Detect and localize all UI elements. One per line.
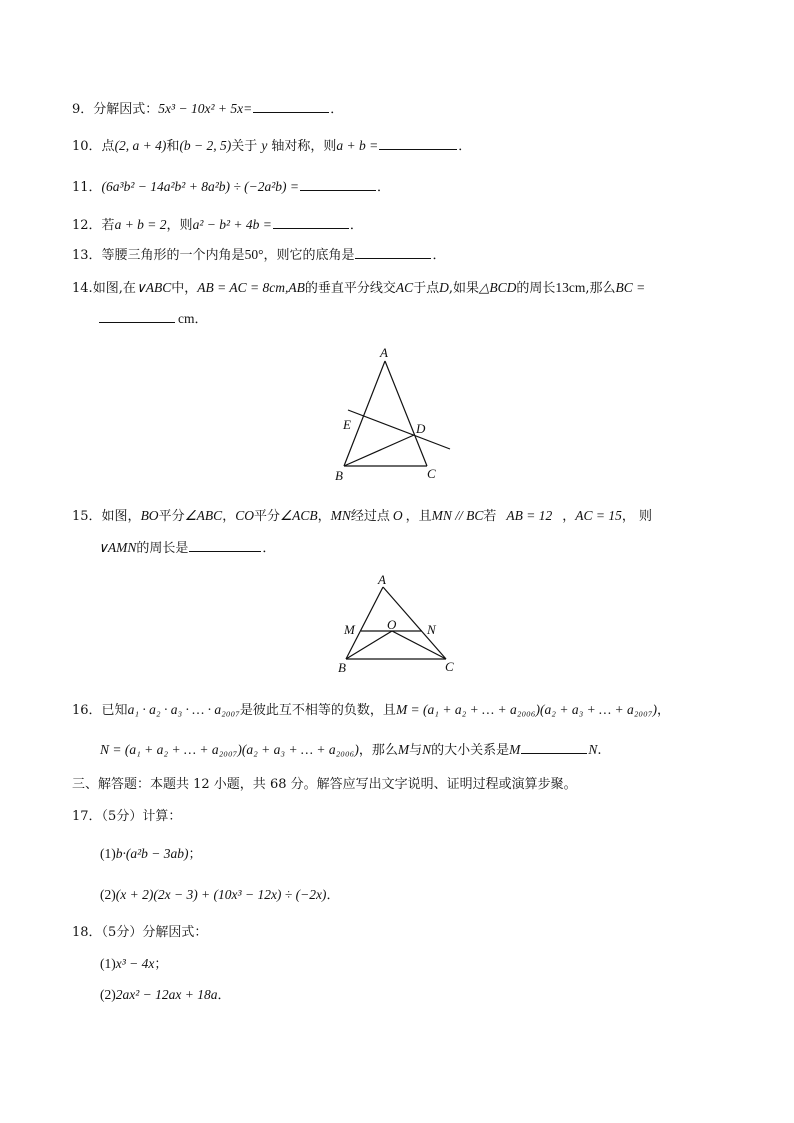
text: ,如果 <box>448 281 479 296</box>
segment: CO <box>235 508 254 523</box>
expression: 2ax² − 12ax + 18a <box>115 987 218 1002</box>
angle: ∠ABC <box>184 508 223 523</box>
problem-number: 15． <box>72 509 102 524</box>
part-label: (1) <box>100 956 116 971</box>
text: 若 <box>101 218 115 233</box>
perimeter: 13cm <box>555 280 586 295</box>
text: ，则 <box>166 218 193 233</box>
answer-blank[interactable] <box>355 246 431 259</box>
label-O: O <box>387 617 397 632</box>
problem-number: 14. <box>72 281 93 296</box>
point-2: (b − 2, 5) <box>179 138 232 153</box>
expression: 5x³ − 10x² + 5x= <box>158 101 253 116</box>
expression: a² − b² + 4b = <box>192 217 272 232</box>
problem-14 <box>72 279 645 298</box>
text: ， <box>562 509 576 524</box>
expression: (6a³b² − 14a²b² + 8a²b) ÷ (−2a²b) = <box>101 179 300 194</box>
label-C: C <box>445 659 454 674</box>
text: 的周长是 <box>136 541 189 556</box>
figure-triangle-angle-bisectors <box>335 570 465 680</box>
condition: a + b = 2 <box>114 217 167 232</box>
answer-blank[interactable] <box>300 178 376 191</box>
text: ， 则 <box>621 509 653 524</box>
problem-number: 10． <box>72 139 102 154</box>
point-1: (2, a + 4) <box>114 138 167 153</box>
problem-number: 12． <box>72 218 102 233</box>
text: 经过点 <box>350 509 390 524</box>
punctuation: ． <box>432 248 446 263</box>
text: 等腰三角形的一个内角是 <box>101 248 245 263</box>
var-m: M <box>397 742 410 757</box>
score: （5分） <box>101 925 143 940</box>
figure-triangle-perpendicular-bisector <box>330 343 470 483</box>
section-heading <box>72 776 577 794</box>
point: O <box>392 508 403 523</box>
punctuation: ． <box>330 102 344 117</box>
punctuation: ． <box>349 218 363 233</box>
text: ， <box>657 703 671 718</box>
text: 中， <box>171 281 198 296</box>
problem-13 <box>72 246 446 265</box>
problem-number: 17． <box>72 809 102 824</box>
axis: y <box>261 138 268 153</box>
punctuation: ； <box>154 957 168 972</box>
expression: a + b = <box>336 138 379 153</box>
problem-number: 16． <box>72 703 102 718</box>
var-m: M <box>509 742 521 757</box>
label-B: B <box>335 468 343 483</box>
label-A: A <box>378 572 386 587</box>
length-ab: AB = 12 <box>506 508 553 523</box>
part-label: (1) <box>100 846 116 861</box>
text: 的垂直平分线交 <box>304 281 396 296</box>
problem-17 <box>72 808 181 826</box>
triangle: ∨AMN <box>98 540 137 555</box>
text: 是彼此互不相等的负数，且 <box>239 703 396 718</box>
point: D <box>439 280 449 295</box>
problem-15 <box>72 507 652 526</box>
problem-number: 9． <box>72 102 94 117</box>
problem-12 <box>72 216 363 235</box>
triangle: △BCD <box>479 280 517 295</box>
problem-14-answer <box>98 310 208 329</box>
section-title: 三、解答题：本题共 12 小题，共 68 分。解答应写出文字说明、证明过程或演算步聚。 <box>72 777 577 792</box>
answer-blank[interactable] <box>521 741 587 754</box>
punctuation: ． <box>458 139 472 154</box>
problem-18-part1 <box>100 955 167 974</box>
problem-9 <box>72 100 343 119</box>
problem-number: 13． <box>72 248 102 263</box>
text: 已知 <box>101 703 128 718</box>
text: ，且 <box>405 509 432 524</box>
label-A: A <box>380 345 388 360</box>
parallel: MN // BC <box>431 508 484 523</box>
answer-blank[interactable] <box>99 310 175 323</box>
text: 平分 <box>253 509 280 524</box>
text: 如图， <box>101 509 141 524</box>
problem-number: 11． <box>72 180 102 195</box>
text: 的大小关系是 <box>431 743 510 758</box>
equation: AB = AC = 8cm,AB <box>197 280 305 295</box>
part-label: (2) <box>100 887 116 902</box>
text: 若 <box>483 509 497 524</box>
label-B: B <box>338 660 346 675</box>
expression: (x + 2)(2x − 3) + (10x³ − 12x) ÷ (−2x) <box>115 887 327 902</box>
sequence: a₁ · a₂ · a₃ · … · a₂₀₀₇ <box>127 702 240 717</box>
punctuation: ． <box>217 988 231 1003</box>
expression: x³ − 4x <box>115 956 155 971</box>
text: ， <box>317 509 331 524</box>
text: 如图,在 <box>92 281 136 296</box>
punctuation: ． <box>194 312 208 327</box>
segment: MN <box>330 508 351 523</box>
problem-16-line2 <box>100 741 602 760</box>
triangle: ∨ABC <box>135 280 172 295</box>
expression-m: M = (a₁ + a₂ + … + a₂₀₀₆)(a₂ + a₃ + … + a₂₀₀₇) <box>395 702 658 717</box>
text: ，那么 <box>358 743 398 758</box>
label-M: M <box>344 622 355 637</box>
text: 的周长 <box>516 281 556 296</box>
label-D: D <box>416 421 426 436</box>
score: （5分） <box>101 809 143 824</box>
text: 轴对称，则 <box>271 139 337 154</box>
var-n: N <box>422 742 432 757</box>
text: 点 <box>101 139 115 154</box>
segment: BO <box>140 508 159 523</box>
angle: ∠ACB <box>279 508 318 523</box>
text: 关于 <box>231 139 258 154</box>
expression: b·(a²b − 3ab) <box>115 846 189 861</box>
problem-17-part2 <box>100 886 339 905</box>
segment: AC <box>395 280 414 295</box>
text: 分解因式： <box>142 925 208 940</box>
problem-11 <box>72 178 390 197</box>
text: 计算： <box>142 809 182 824</box>
problem-15-line2 <box>98 539 275 558</box>
problem-17-part1 <box>100 845 202 864</box>
text: 平分 <box>158 509 185 524</box>
text: 于点 <box>413 281 440 296</box>
angle: 50° <box>244 247 264 262</box>
problem-16 <box>72 701 670 720</box>
problem-text: 分解因式： <box>93 102 159 117</box>
answer-blank[interactable] <box>379 137 457 150</box>
answer-blank[interactable] <box>189 539 261 552</box>
punctuation: ； <box>188 847 202 862</box>
text: 与 <box>409 743 423 758</box>
problem-number: 18． <box>72 925 102 940</box>
punctuation: ． <box>377 180 391 195</box>
problem-10 <box>72 137 471 156</box>
part-label: (2) <box>100 987 116 1002</box>
length-ac: AC = 15 <box>575 508 622 523</box>
answer-blank[interactable] <box>253 100 329 113</box>
punctuation: ． <box>326 888 340 903</box>
text: ,那么 <box>585 281 616 296</box>
answer-blank[interactable] <box>273 216 349 229</box>
text: ，则它的底角是 <box>263 248 355 263</box>
label-E: E <box>343 417 351 432</box>
punctuation: ． <box>262 541 276 556</box>
label-C: C <box>427 466 436 481</box>
segment: BC = <box>615 280 646 295</box>
problem-18-part2 <box>100 986 231 1005</box>
unit: cm <box>178 311 195 326</box>
text: 和 <box>166 139 180 154</box>
text: ， <box>222 509 236 524</box>
punctuation: . <box>597 743 602 758</box>
expression-n: N = (a₁ + a₂ + … + a₂₀₀₇)(a₂ + a₃ + … + a₂₀₀₆) <box>100 742 359 757</box>
label-N: N <box>427 622 436 637</box>
var-n: N <box>588 742 598 757</box>
problem-18 <box>72 924 207 942</box>
